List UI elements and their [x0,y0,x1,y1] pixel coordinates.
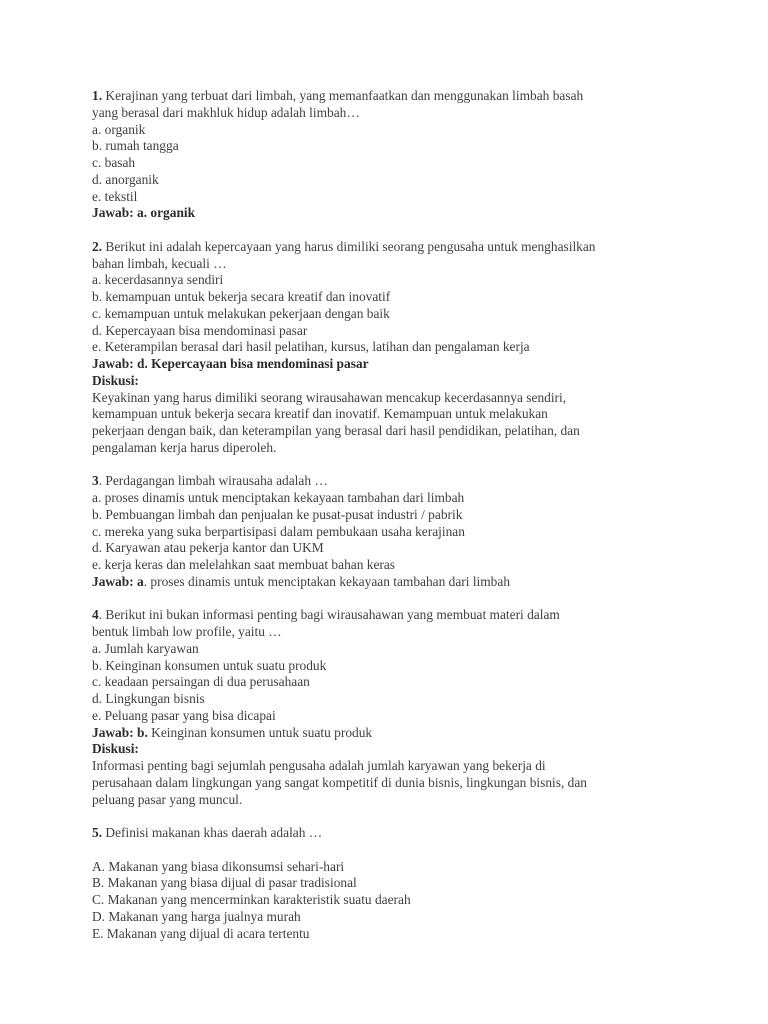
question-3-number: 3 [92,473,99,489]
question-3-text-1: . Perdagangan limbah wirausaha adalah … [98,473,328,489]
answer-label: Jawab: [92,205,134,221]
question-2-number: 2. [92,238,103,254]
answer-value: a. organik [137,205,196,221]
answer-letter: a [137,573,144,589]
question-3-option-b: b. Pembuangan limbah dan penjualan ke pusat-pusat industri / pabrik [92,506,463,522]
answer-value: d. Kepercayaan bisa mendominasi pasar [137,356,369,371]
question-5 [92,825,692,942]
answer-text: Keinginan konsumen untuk suatu produk [147,724,373,740]
question-2-option-a: a. kecerdasannya sendiri [92,272,224,288]
question-3-line-1 [92,473,692,490]
question-2-discussion-1: Keyakinan yang harus dimiliki seorang wirausahawan mencakup kecerdasannya sendiri, [92,389,567,405]
answer-label: Jawab: [92,356,134,371]
question-4-line-1 [92,607,692,624]
question-5-option-a: A. Makanan yang biasa dikonsumsi sehari-hari [92,858,345,874]
question-3 [92,473,692,590]
question-4-discussion-1: Informasi penting bagi sejumlah pengusaha adalah jumlah karyawan yang bekerja di [92,758,546,773]
question-2-discussion-2: kemampuan untuk bekerja secara kreatif dan inovatif. Kemampuan untuk melakukan [92,406,548,422]
question-1-option-d: d. anorganik [92,171,159,187]
question-1-text-1: Kerajinan yang terbuat dari limbah, yang memanfaatkan dan menggunakan limbah basah [105,88,584,103]
question-2-answer [92,356,692,373]
question-2-option-c: c. kemampuan untuk melakukan pekerjaan dengan baik [92,305,390,321]
question-1-option-e: e. tekstil [92,188,138,204]
question-2-text-1: Berikut ini adalah kepercayaan yang harus dimiliki seorang pengusaha untuk menghasilkan [105,238,596,254]
question-1-answer [92,205,692,222]
question-1 [92,88,692,222]
discussion-label: Diskusi: [92,741,139,757]
question-4-text-1: . Berikut ini bukan informasi penting bagi wirausahawan yang membuat materi dalam [98,607,560,623]
answer-letter: b. [137,724,148,740]
question-2-option-b: b. kemampuan untuk bekerja secara kreatif dan inovatif [92,289,391,304]
question-4-option-b: b. Keinginan konsumen untuk suatu produk [92,657,327,673]
question-5-option-d: D. Makanan yang harga jualnya murah [92,908,301,924]
question-3-option-d: d. Karyawan atau pekerja kantor dan UKM [92,540,324,556]
question-4-option-d: d. Lingkungan bisnis [92,691,205,706]
answer-label: Jawab: [92,724,134,740]
question-2-text-2: bahan limbah, kecuali … [92,255,227,271]
question-4-answer [92,725,692,742]
blank-line [92,842,692,859]
question-2-option-e: e. Keterampilan berasal dari hasil pelatihan, kursus, latihan dan pengalaman kerja [92,339,530,355]
question-1-option-c: c. basah [92,155,136,170]
question-2-discussion-3: pekerjaan dengan baik, dan keterampilan yang berasal dari hasil pendidikan, pelatihan, dan [92,423,580,438]
question-5-option-b: B. Makanan yang biasa dijual di pasar tradisional [92,875,357,891]
question-5-line-1 [92,825,692,842]
question-3-option-e: e. kerja keras dan melelahkan saat membuat bahan keras [92,557,396,572]
question-5-option-c: C. Makanan yang mencerminkan karakteristik suatu daerah [92,892,411,907]
question-3-option-c: c. mereka yang suka berpartisipasi dalam pembukaan usaha kerajinan [92,523,465,539]
question-4 [92,607,692,808]
question-4-discussion-2: perusahaan dalam lingkungan yang sangat kompetitif di dunia bisnis, lingkungan bisnis, dan [92,774,587,790]
question-1-text-2: yang berasal dari makhluk hidup adalah limbah… [92,104,360,120]
question-4-option-c: c. keadaan persaingan di dua perusahaan [92,674,310,690]
question-5-number: 5. [92,825,103,840]
question-1-option-a: a. organik [92,121,146,137]
question-2 [92,239,692,457]
question-5-text-1: Definisi makanan khas daerah adalah … [102,825,323,840]
question-4-number: 4 [92,607,99,623]
question-4-option-e: e. Peluang pasar yang bisa dicapai [92,707,276,723]
question-4-option-a: a. Jumlah karyawan [92,640,199,656]
answer-text: . proses dinamis untuk menciptakan kekayaan tambahan dari limbah [143,573,511,589]
question-2-option-d: d. Kepercayaan bisa mendominasi pasar [92,322,308,338]
question-4-discussion-3: peluang pasar yang muncul. [92,791,243,807]
document-page [92,88,692,942]
question-1-number: 1. [92,88,103,103]
question-2-discussion-4: pengalaman kerja harus diperoleh. [92,439,277,455]
question-1-option-b: b. rumah tangga [92,138,179,154]
question-2-line-1 [92,239,692,256]
answer-label: Jawab: [92,573,134,589]
discussion-label: Diskusi: [92,372,139,388]
question-3-option-a: a. proses dinamis untuk menciptakan kekayaan tambahan dari limbah [92,490,465,505]
question-3-answer [92,574,692,591]
question-4-text-2: bentuk limbah low profile, yaitu … [92,624,282,639]
question-5-option-e: E. Makanan yang dijual di acara tertentu [92,925,310,941]
question-1-line-1 [92,88,692,105]
